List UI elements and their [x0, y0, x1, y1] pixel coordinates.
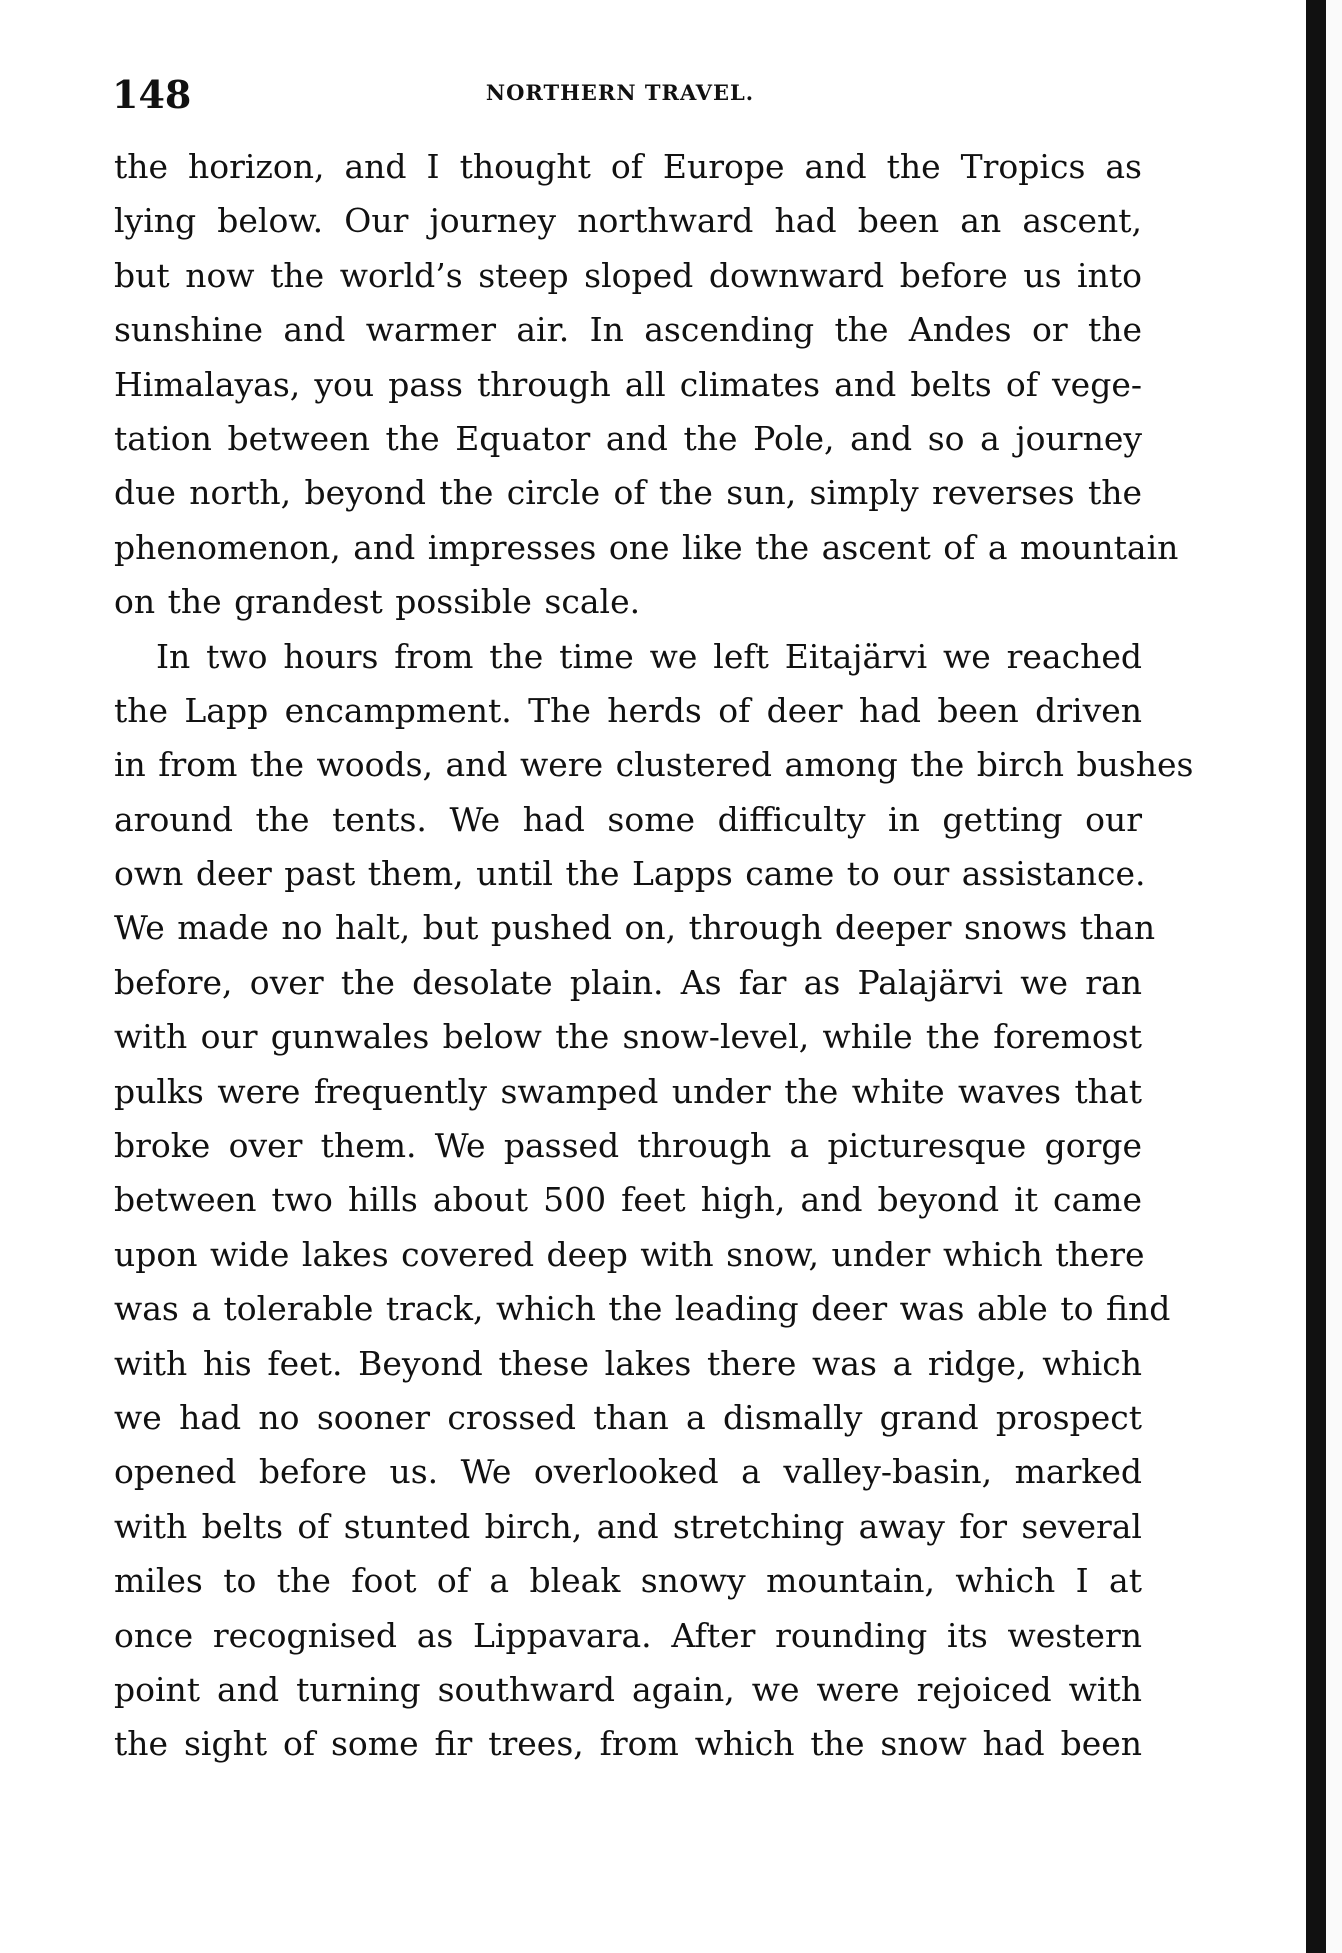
text-line: In two hours from the time we left Eitajärvi we reached — [156, 636, 1142, 676]
text-line: miles to the foot of a bleak snowy mountain, which I at — [114, 1561, 1142, 1601]
text-line: we had no sooner crossed than a dismally grand prospect — [114, 1397, 1142, 1437]
text-line: tation between the Equator and the Pole, and so a journey — [114, 418, 1142, 458]
text-line: broke over them. We passed through a picturesque gorge — [114, 1126, 1142, 1166]
text-line: between two hills about 500 feet high, and beyond it came — [114, 1180, 1142, 1220]
text-line: on the grandest possible scale. — [114, 582, 641, 622]
running-title: NORTHERN TRAVEL. — [485, 80, 755, 105]
text-line: the Lapp encampment. The herds of deer had been driven — [114, 690, 1142, 730]
text-line: in from the woods, and were clustered among the birch bushes — [114, 745, 1194, 785]
text-line: the sight of some fir trees, from which the snow had been — [114, 1724, 1142, 1764]
text-line: sunshine and warmer air. In ascending the Andes or the — [114, 310, 1142, 350]
page-number: 148 — [112, 72, 192, 117]
text-line: own deer past them, until the Lapps came to our assistance. — [114, 854, 1146, 894]
text-line: with belts of stunted birch, and stretching away for several — [114, 1506, 1142, 1546]
text-line: opened before us. We overlooked a valley-basin, marked — [114, 1452, 1142, 1492]
text-line: with his feet. Beyond these lakes there was a ridge, which — [114, 1343, 1142, 1383]
body-text — [114, 140, 1194, 1772]
text-line: upon wide lakes covered deep with snow, under which there — [114, 1234, 1145, 1274]
text-line: due north, beyond the circle of the sun, simply reverses the — [114, 473, 1142, 513]
text-line: lying below. Our journey northward had been an ascent, — [114, 201, 1142, 241]
scan-edge — [1326, 0, 1342, 1953]
text-line: pulks were frequently swamped under the white waves that — [114, 1071, 1142, 1111]
text-line: Himalayas, you pass through all climates and belts of vege- — [114, 364, 1142, 404]
text-line: around the tents. We had some difficulty in getting our — [114, 799, 1142, 839]
text-line: once recognised as Lippavara. After rounding its western — [114, 1615, 1142, 1655]
text-line: phenomenon, and impresses one like the ascent of a mountain — [114, 527, 1179, 567]
text-line: with our gunwales below the snow-level, while the foremost — [114, 1017, 1142, 1057]
text-line: before, over the desolate plain. As far as Palajärvi we ran — [114, 962, 1142, 1002]
text-line: the horizon, and I thought of Europe and the Tropics as — [114, 147, 1142, 186]
text-line: We made no halt, but pushed on, through deeper snows than — [114, 908, 1156, 948]
text-line: was a tolerable track, which the leading deer was able to find — [114, 1289, 1171, 1329]
text-line: but now the world’s steep sloped downward before us into — [114, 255, 1142, 295]
text-line: point and turning southward again, we were rejoiced with — [114, 1669, 1142, 1709]
scan-edge-shadow — [1306, 0, 1326, 1953]
